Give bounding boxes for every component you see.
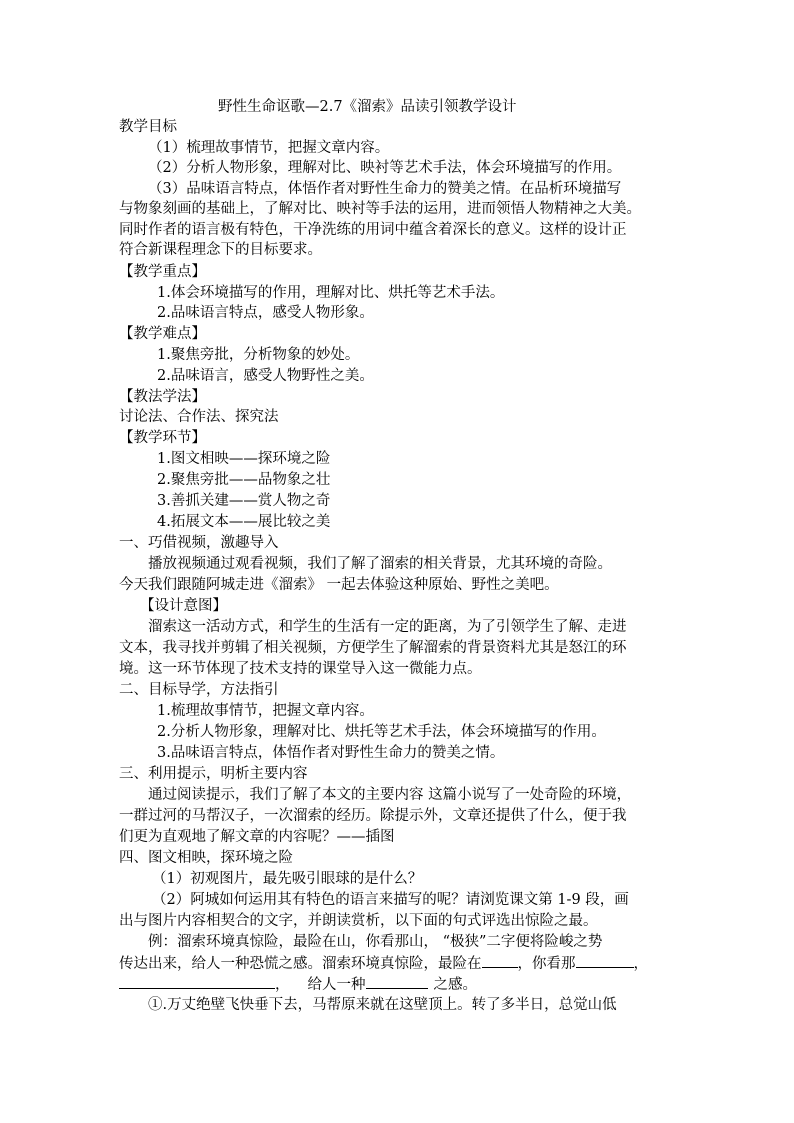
- section4-example-cont: [119, 953, 648, 973]
- difficulty-point: 2.品味语言，感受人物野性之美。: [157, 368, 374, 384]
- method-text: 讨论法、合作法、探究法: [119, 409, 279, 425]
- example-text: ，: [275, 977, 290, 993]
- key-point: 1.体会环境描写的作用，理解对比、烘托等艺术手法。: [157, 285, 505, 301]
- fill-blank[interactable]: [576, 953, 634, 968]
- section2-line: 3.品味语言特点，体悟作者对野性生命力的赞美之情。: [157, 745, 505, 761]
- document-title: 野性生命讴歌—2.7《溜索》品读引领教学设计: [218, 99, 517, 115]
- section4-example-cont: [119, 974, 477, 994]
- fill-blank[interactable]: [366, 974, 428, 989]
- goal-item: （2）分析人物形象，理解对比、映衬等艺术手法，体会环境描写的作用。: [148, 160, 622, 176]
- method-heading: 【教法学法】: [119, 389, 206, 405]
- design-heading: 【设计意图】: [140, 598, 227, 614]
- goals-heading: 教学目标: [119, 119, 177, 135]
- difficulty-point: 1.聚焦旁批，分析物象的妙处。: [157, 347, 360, 363]
- step-item: 3.善抓关建——赏人物之奇: [157, 493, 331, 509]
- example-text: 传达出来，给人一种恐慌之感。溜索环境真惊险，最险在: [119, 956, 482, 972]
- section3-line: 一群过河的马帮汉子，一次溜索的经历。除提示外，文章还提供了什么，便于我: [119, 808, 627, 824]
- section4-line: 出与图片内容相契合的文字，并朗读赏析，以下面的句式评选出惊险之最。: [119, 913, 598, 929]
- key-points-heading: 【教学重点】: [119, 264, 206, 280]
- key-point: 2.品味语言特点，感受人物形象。: [157, 305, 374, 321]
- section3-line: 通过阅读提示，我们了解了本文的主要内容 这篇小说写了一处奇险的环境，: [148, 787, 632, 803]
- section4-heading: 四、图文相映，探环境之险: [119, 850, 293, 866]
- example-text: 之感。: [433, 977, 477, 993]
- example-text: ，: [633, 956, 648, 972]
- section4-line: （1）初观图片，最先吸引眼球的是什么？: [152, 871, 423, 887]
- goal-item: （3）品味语言特点，体悟作者对野性生命力的赞美之情。在品析环境描写: [148, 181, 622, 197]
- example-text: ，你看那: [517, 956, 576, 972]
- quote-line: ①.万丈绝壁飞快垂下去，马帮原来就在这壁顶上。转了多半日，总觉山低: [148, 997, 617, 1013]
- section2-line: 1.梳理故事情节，把握文章内容。: [157, 703, 374, 719]
- goal-continuation: 同时作者的语言极有特色，干净洗练的用词中蕴含着深长的意义。这样的设计正: [119, 222, 627, 238]
- section2-line: 2.分析人物形象，理解对比、烘托等艺术手法，体会环境描写的作用。: [157, 724, 606, 740]
- goal-continuation: 符合新课程理念下的目标要求。: [119, 242, 322, 258]
- example-text: 给人一种: [307, 977, 366, 993]
- section4-line: （2）阿城如何运用其有特色的语言来描写的呢？请浏览课文第 1-9 段，画: [152, 892, 629, 908]
- goal-continuation: 与物象刻画的基础上，了解对比、映衬等手法的运用，进而领悟人物精神之大美。: [119, 201, 641, 217]
- fill-blank[interactable]: [119, 974, 275, 989]
- section1-line: 播放视频通过观看视频，我们了解了溜索的相关背景，尤其环境的奇险。: [148, 556, 612, 572]
- design-line: 境。这一环节体现了技术支持的课堂导入这一微能力点。: [119, 661, 482, 677]
- fill-blank[interactable]: [482, 953, 518, 968]
- step-item: 1.图文相映——探环境之险: [157, 451, 331, 467]
- section1-line: 今天我们跟随阿城走进《溜索》 一起去体验这种原始、野性之美吧。: [119, 577, 559, 593]
- step-item: 4.拓展文本——展比较之美: [157, 514, 331, 530]
- step-item: 2.聚焦旁批——品物象之壮: [157, 472, 331, 488]
- section3-heading: 三、利用提示，明析主要内容: [119, 766, 308, 782]
- difficulty-heading: 【教学难点】: [119, 326, 206, 342]
- design-line: 文本，我寻找并剪辑了相关视频，方便学生了解溜索的背景资料尤其是怒江的环: [119, 640, 627, 656]
- goal-item: （1）梳理故事情节，把握文章内容。: [148, 140, 390, 156]
- design-line: 溜索这一活动方式，和学生的生活有一定的距离，为了引领学生了解、走进: [148, 619, 627, 635]
- section2-heading: 二、目标导学，方法指引: [119, 682, 279, 698]
- section3-line: 们更为直观地了解文章的内容呢？——插图: [119, 829, 395, 845]
- steps-heading: 【教学环节】: [119, 430, 206, 446]
- section1-heading: 一、巧借视频，激趣导入: [119, 535, 279, 551]
- section4-example: 例：溜索环境真惊险，最险在山，你看那山， “极狭”二字便将险峻之势: [148, 934, 603, 950]
